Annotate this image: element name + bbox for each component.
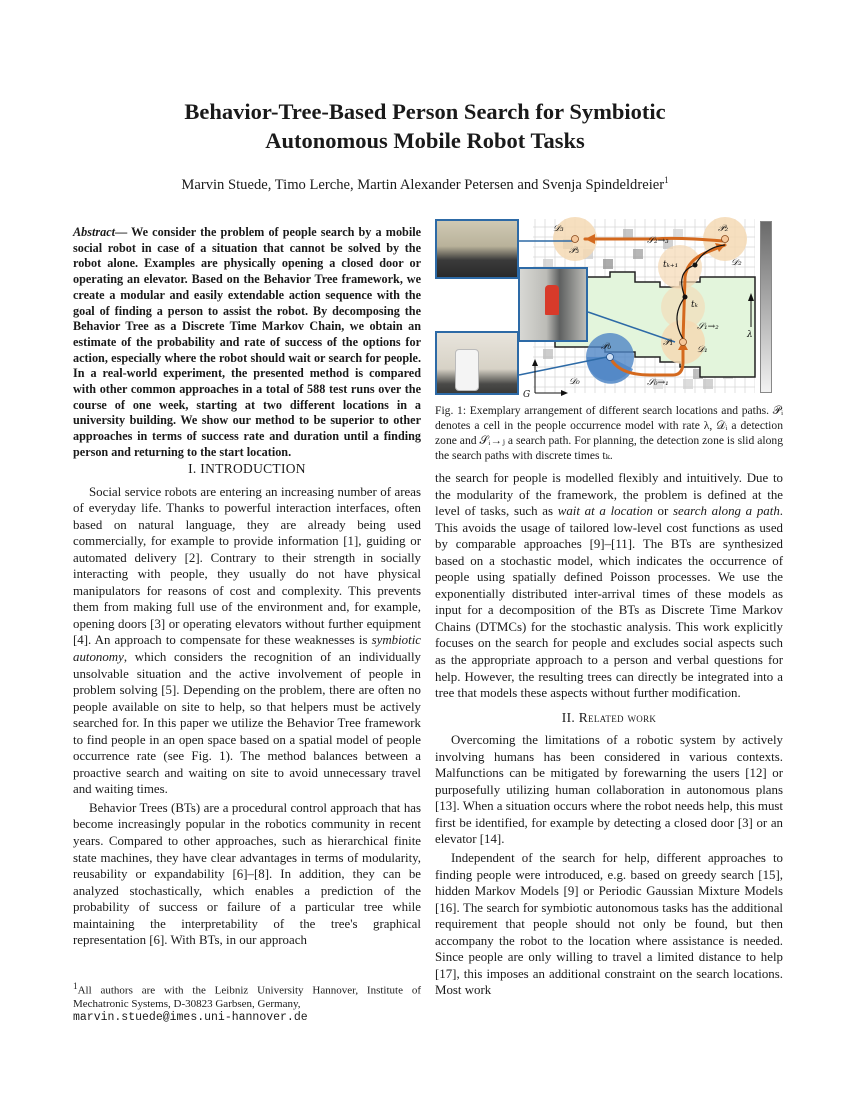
intro-p1-emphasis: symbiotic autonomy — [73, 633, 421, 665]
label-P3: 𝒫₃ — [569, 246, 580, 256]
right-p1-emphasis-1: wait at a location — [557, 504, 653, 519]
right-paragraph-1 — [435, 470, 783, 702]
label-P0: 𝒫₀ — [601, 342, 612, 352]
section-heading-introduction: I. INTRODUCTION — [188, 461, 306, 476]
label-S23: 𝒮₂→₃ — [647, 236, 669, 246]
label-D3: 𝒟₃ — [553, 224, 564, 234]
related-heading-text: Related work — [578, 709, 657, 725]
label-tk1: tₖ₊₁ — [663, 260, 679, 270]
paper-title — [0, 97, 850, 155]
author-footnote-mark: 1 — [664, 175, 669, 185]
photo-office-room — [435, 219, 519, 279]
figure-1-caption: Fig. 1: Exemplary arrangement of different search locations and paths. 𝒫ᵢ denotes a cell in the people occurrence model with rate λ, 𝒟ᵢ a detection zone and 𝒮ᵢ→ⱼ a search path. For planning, the detection zone is slid along the search paths with discrete times tₖ. — [435, 404, 783, 462]
photo-robot-hallway — [435, 331, 519, 395]
abstract-label: Abstract — [73, 225, 115, 239]
related-paragraph-1: Overcoming the limitations of a robotic system by actively involving humans has been considered in various contexts. Malfunctions can be mitigated by forewarning the users [12] or purposefully utilizing human collaboration in autonomous plans [13]. When a situation occurs where the robot needs help, this must first be identified, for example by detecting a closed door [3] or an elevator [14]. — [435, 733, 783, 847]
label-G: G — [523, 390, 531, 397]
title-line-2: Autonomous Mobile Robot Tasks — [265, 128, 585, 153]
label-S01: 𝒮₀→₁ — [647, 378, 669, 388]
right-p1-emphasis-2: search along a path — [673, 504, 780, 519]
footnote-email-link[interactable]: marvin.stuede@imes.uni-hannover.de — [73, 1010, 308, 1024]
authors-text: Marvin Stuede, Timo Lerche, Martin Alexander Petersen and Svenja Spindeldreier — [181, 176, 665, 193]
related-heading-number: II. — [561, 709, 579, 725]
right-p1-or: or — [652, 504, 673, 519]
label-D1: 𝒟₁ — [697, 345, 708, 355]
label-lambda: λ — [747, 330, 753, 340]
intro-paragraph-1 — [73, 484, 421, 798]
label-tk: tₖ — [691, 300, 698, 310]
right-p1-text-b: . This avoids the usage of tailored low-level cost functions as used by comparable approaches [9]–[11]. The BTs are synthesized based on a stochastic model, which indicates the occurrence of people using spatially defined Poisson processes. We use the exponentially distributed inter-arrival times of these models as input for a decomposition of the BTs as Discrete Time Markov Chains (DTMCs) for the stochastic analysis. This work explicitly focuses on the search for people and excludes social aspects such as the appropriate approach to a person and verbal questions for help. However, the resulting trees can directly be integrated into a tree that models these aspects without further modification. — [435, 504, 783, 701]
related-paragraph-2: Independent of the search for help, different approaches to finding people were introduced, e.g. based on greedy search [15], hidden Markov Models [9] or Periodic Gaussian Mixture Models [16]. The search for symbiotic autonomous tasks has the additional requirement that people should not only be found, but then accompany the robot to the location where assistance is needed. Since people are only willing to travel a limited distance to help [17], this imposes an additional constraint on the search locations. Most work — [435, 851, 783, 998]
author-list — [0, 175, 850, 194]
right-p1-text-a: the search for people is modelled flexibly and intuitively. Due to the modularity of the framework, the problem is defined at the level of tasks, such as — [435, 471, 783, 519]
intro-p1-text-b: , which considers the recognition of an individually unsolvable situation and the active involvement of people in problem solving [5]. Depending on the problem, there are often no people available on site to help, so that helpers must be actively searched for. In this paper we utilize the Behavior Tree framework to find people in an open space based on a spatial model of people occurrence rate (see Fig. 1). The method balances between a proactive search and waiting on site to avoid unnecessary travel and waiting times. — [73, 650, 421, 797]
label-S12: 𝒮₁→₂ — [697, 322, 719, 332]
intro-p1-text-a: Social service robots are entering an increasing number of areas of everyday life. Thanks to powerful interaction interfaces, often based on natural language, they are already being used commercially, for example to provide information [1], guiding or automated delivery [2]. Contrary to their strength in socially interacting with people, they usually do not have physical manipulators for reasons of cost and complexity. This prevents them from making full use of the environment and, for example, opening doors [3] or operating elevators without further equipment [4]. An approach to compensate for these weaknesses is — [73, 484, 421, 648]
robot-figure — [455, 349, 479, 391]
abstract-text: We consider the problem of people search by a mobile social robot in case of a situation that cannot be solved by the robot alone. Examples are physically opening a closed door or operating an elevator. Based on the Behavior Tree framework, we create a modular and easily extendable action sequence with the goal of finding a person to assist the robot. By decomposing the Behavior Tree as a Discrete Time Markov Chain, we obtain an estimate of the probability and rate of success of the options for action, especially where the robot should wait or search for people. In a real-world experiment, the presented method is compared with other common approaches in a total of 588 test runs over the course of one week, starting at two different locations in a university building. We show our method to be superior to other approaches in terms of success rate and duration until a finding person and returning to the start location. — [73, 225, 422, 459]
left-column — [73, 455, 421, 949]
right-column — [435, 470, 783, 999]
photo-elevator-person — [518, 267, 588, 342]
section-heading-related-work — [435, 710, 783, 727]
label-D0: 𝒟₀ — [569, 377, 580, 387]
affiliation-footnote — [73, 980, 421, 1024]
figure-1 — [435, 217, 775, 397]
person-figure — [545, 285, 559, 315]
lambda-colorbar — [760, 221, 772, 393]
footnote-text: All authors are with the Leibniz University Hannover, Institute of Mechatronic Systems, D-30823 Garbsen, Germany, — [73, 984, 421, 1010]
intro-paragraph-2: Behavior Trees (BTs) are a procedural control approach that has become increasingly popular in the robotics community in recent years. Compared to other approaches, such as hierarchical finite state machines, they have clear advantages in terms of modularity, reusability or expandability [6]–[8]. In addition, they can be analyzed stochastically, which enables a prediction of the probability of success or failure of a particular tree while maintaining the interpretability of the tree's graphical representation [6]. With BTs, in our approach — [73, 800, 421, 948]
footnote-mark: 1 — [73, 981, 78, 991]
title-line-1: Behavior-Tree-Based Person Search for Symbiotic — [184, 99, 666, 124]
label-P2: 𝒫₂ — [718, 224, 729, 234]
abstract — [73, 225, 421, 461]
abstract-dash: — — [114, 225, 132, 239]
label-D2: 𝒟₂ — [731, 258, 742, 268]
label-P1: 𝒫₁ — [663, 338, 674, 348]
